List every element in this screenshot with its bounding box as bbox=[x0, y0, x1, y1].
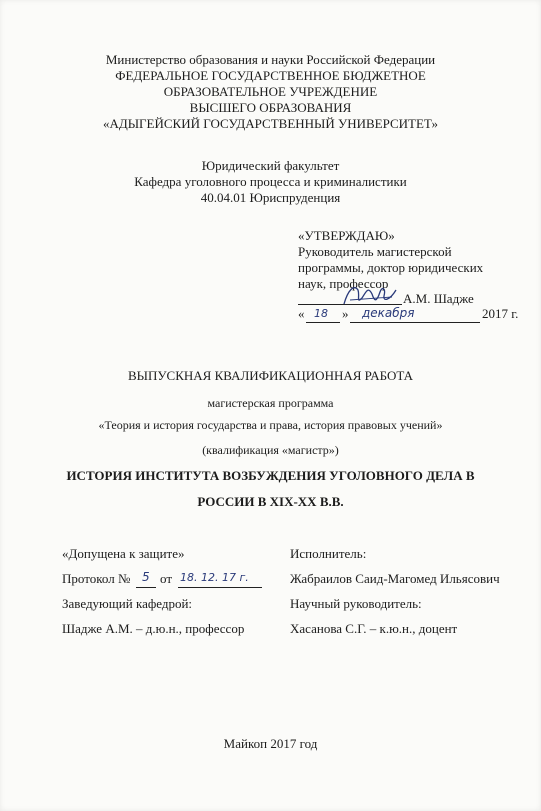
protocol-date: 18. 12. 17 г. bbox=[180, 571, 249, 584]
protocol-number-underline bbox=[136, 587, 156, 588]
approver-name: А.М. Шадже bbox=[403, 291, 474, 306]
date-year: 2017 г. bbox=[482, 306, 519, 321]
approver-role-3: наук, профессор bbox=[298, 276, 389, 291]
author-label: Исполнитель: bbox=[290, 546, 367, 561]
date-close-quote: » bbox=[342, 306, 349, 321]
qualification: (квалификация «магистр») bbox=[202, 443, 339, 457]
program-name: «Теория и история государства и права, история правовых учений» bbox=[98, 418, 443, 432]
supervisor-label: Научный руководитель: bbox=[290, 596, 422, 611]
approver-role-2: программы, доктор юридических bbox=[298, 260, 484, 275]
faculty-name: Юридический факультет bbox=[201, 158, 340, 173]
date-month: декабря bbox=[362, 306, 415, 320]
author-name: Жабраилов Саид-Магомед Ильясович bbox=[290, 571, 500, 586]
thesis-title-line-1: ИСТОРИЯ ИНСТИТУТА ВОЗБУЖДЕНИЯ УГОЛОВНОГО ДЕЛА В bbox=[66, 468, 475, 483]
institution-type-line: ФЕДЕРАЛЬНОЕ ГОСУДАРСТВЕННОЕ БЮДЖЕТНОЕ bbox=[115, 68, 426, 83]
head-label: Заведующий кафедрой: bbox=[62, 596, 193, 611]
city-year: Майкоп 2017 год bbox=[223, 736, 318, 751]
education-level-line: ВЫСШЕГО ОБРАЗОВАНИЯ bbox=[189, 100, 352, 115]
supervisor-name: Хасанова С.Г. – к.ю.н., доцент bbox=[290, 621, 458, 636]
protocol-label: Протокол № bbox=[62, 571, 131, 586]
head-name: Шадже А.М. – д.ю.н., профессор bbox=[62, 621, 245, 636]
protocol-date-underline bbox=[178, 587, 262, 588]
date-day: 18 bbox=[314, 307, 328, 320]
thesis-title-line-2: РОССИИ В XIX-XX В.В. bbox=[197, 494, 344, 509]
approval-title: «УТВЕРЖДАЮ» bbox=[298, 228, 395, 243]
program-label: магистерская программа bbox=[207, 396, 334, 410]
admission-label: «Допущена к защите» bbox=[62, 546, 185, 561]
chair-name: Кафедра уголовного процесса и криминалистики bbox=[134, 174, 407, 189]
university-name: «АДЫГЕЙСКИЙ ГОСУДАРСТВЕННЫЙ УНИВЕРСИТЕТ» bbox=[102, 116, 439, 131]
date-open-quote: « bbox=[298, 306, 305, 321]
approver-role-1: Руководитель магистерской bbox=[298, 244, 452, 259]
date-day-underline bbox=[306, 322, 340, 323]
protocol-from: от bbox=[160, 571, 173, 586]
program-code: 40.04.01 Юриспруденция bbox=[200, 190, 341, 205]
date-month-underline bbox=[350, 322, 480, 323]
institution-type-line-2: ОБРАЗОВАТЕЛЬНОЕ УЧРЕЖДЕНИЕ bbox=[163, 84, 378, 99]
protocol-number: 5 bbox=[142, 570, 150, 584]
ministry-line: Министерство образования и науки Российской Федерации bbox=[105, 52, 436, 67]
work-type: ВЫПУСКНАЯ КВАЛИФИКАЦИОННАЯ РАБОТА bbox=[127, 368, 414, 383]
